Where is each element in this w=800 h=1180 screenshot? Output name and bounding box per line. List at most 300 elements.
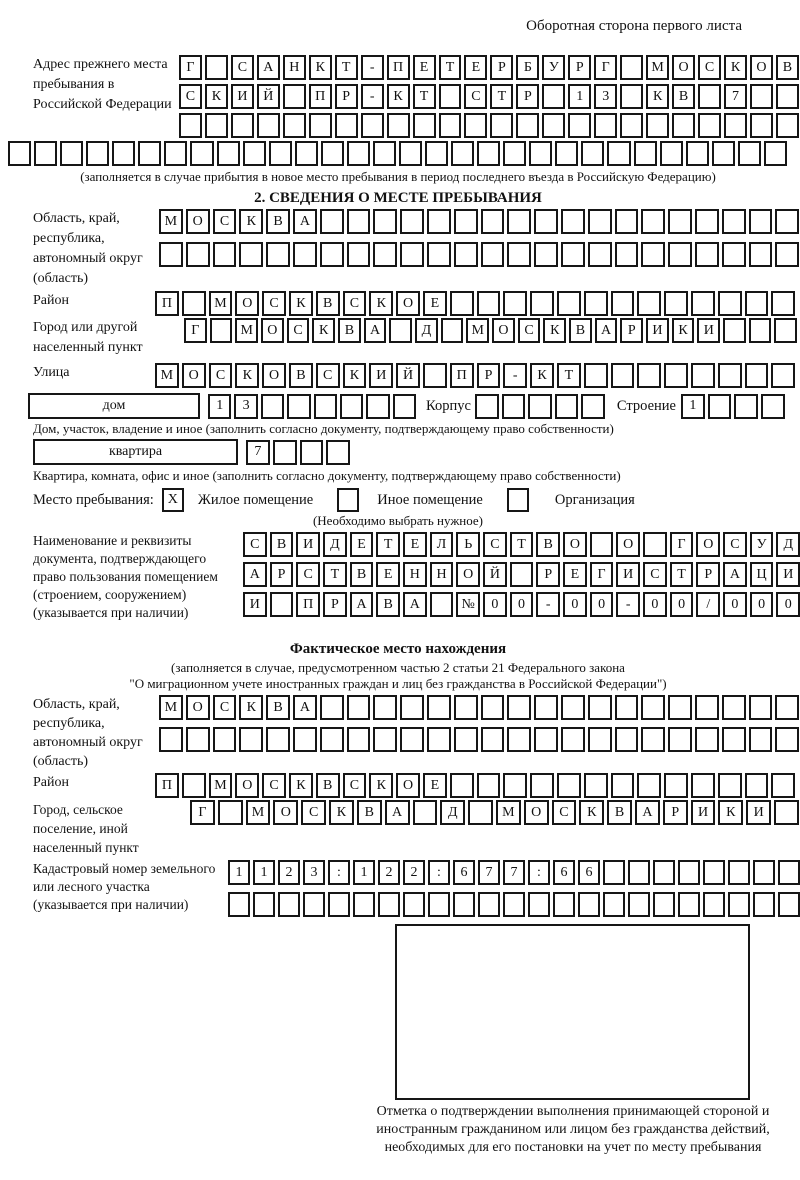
char-cell[interactable]	[314, 394, 337, 419]
char-cell[interactable]	[628, 892, 650, 917]
char-cell[interactable]: 2	[378, 860, 400, 885]
char-cell[interactable]: К	[343, 363, 367, 388]
char-cell[interactable]: Р	[620, 318, 643, 343]
char-cell[interactable]: В	[776, 55, 799, 80]
char-cell[interactable]	[320, 242, 344, 267]
char-cell[interactable]	[749, 242, 773, 267]
char-cell[interactable]: Е	[464, 55, 487, 80]
char-cell[interactable]	[239, 242, 263, 267]
char-cell[interactable]: К	[239, 209, 263, 234]
char-cell[interactable]	[611, 363, 635, 388]
char-cell[interactable]: Е	[563, 562, 587, 587]
char-cell[interactable]	[695, 209, 719, 234]
char-cell[interactable]: С	[262, 291, 286, 316]
char-cell[interactable]	[718, 363, 742, 388]
char-cell[interactable]	[668, 242, 692, 267]
char-cell[interactable]	[347, 209, 371, 234]
char-cell[interactable]: М	[246, 800, 271, 825]
char-cell[interactable]	[534, 695, 558, 720]
char-cell[interactable]: С	[209, 363, 233, 388]
char-cell[interactable]: -	[361, 84, 384, 109]
char-cell[interactable]: О	[456, 562, 480, 587]
char-cell[interactable]	[423, 363, 447, 388]
char-cell[interactable]	[266, 242, 290, 267]
char-cell[interactable]	[328, 892, 350, 917]
char-cell[interactable]: Е	[350, 532, 374, 557]
char-cell[interactable]	[555, 141, 578, 166]
char-cell[interactable]: 1	[228, 860, 250, 885]
char-cell[interactable]: 0	[590, 592, 614, 617]
char-cell[interactable]: С	[643, 562, 667, 587]
char-cell[interactable]	[660, 141, 683, 166]
char-cell[interactable]	[678, 860, 700, 885]
char-cell[interactable]	[530, 773, 554, 798]
char-cell[interactable]: Р	[568, 55, 591, 80]
char-cell[interactable]	[269, 141, 292, 166]
char-cell[interactable]: А	[243, 562, 267, 587]
char-cell[interactable]	[239, 727, 263, 752]
char-cell[interactable]: К	[387, 84, 410, 109]
char-cell[interactable]	[182, 291, 206, 316]
char-cell[interactable]	[454, 727, 478, 752]
char-cell[interactable]: П	[450, 363, 474, 388]
char-cell[interactable]: 1	[208, 394, 231, 419]
char-cell[interactable]	[637, 773, 661, 798]
char-cell[interactable]: Т	[510, 532, 534, 557]
char-cell[interactable]	[502, 394, 526, 419]
char-cell[interactable]	[698, 113, 721, 138]
char-cell[interactable]	[750, 113, 773, 138]
char-cell[interactable]	[361, 113, 384, 138]
char-cell[interactable]: К	[309, 55, 332, 80]
char-cell[interactable]	[159, 242, 183, 267]
char-cell[interactable]: М	[209, 773, 233, 798]
char-cell[interactable]	[507, 727, 531, 752]
char-cell[interactable]: С	[518, 318, 541, 343]
char-cell[interactable]	[664, 363, 688, 388]
char-cell[interactable]: В	[350, 562, 374, 587]
char-cell[interactable]	[400, 242, 424, 267]
char-cell[interactable]	[615, 695, 639, 720]
char-cell[interactable]	[776, 113, 799, 138]
char-cell[interactable]	[668, 209, 692, 234]
char-cell[interactable]	[205, 113, 228, 138]
char-cell[interactable]	[698, 84, 721, 109]
char-cell[interactable]	[347, 695, 371, 720]
char-cell[interactable]	[528, 394, 552, 419]
char-cell[interactable]	[257, 113, 280, 138]
char-cell[interactable]: Л	[430, 532, 454, 557]
char-cell[interactable]: 7	[724, 84, 747, 109]
char-cell[interactable]: О	[696, 532, 720, 557]
char-cell[interactable]: А	[635, 800, 660, 825]
char-cell[interactable]	[641, 242, 665, 267]
char-cell[interactable]: 0	[483, 592, 507, 617]
char-cell[interactable]	[293, 727, 317, 752]
char-cell[interactable]: П	[155, 291, 179, 316]
checkbox-zhiloe[interactable]: X	[162, 488, 184, 512]
char-cell[interactable]	[164, 141, 187, 166]
char-cell[interactable]	[611, 773, 635, 798]
char-cell[interactable]: С	[483, 532, 507, 557]
char-cell[interactable]: Й	[257, 84, 280, 109]
char-cell[interactable]	[615, 209, 639, 234]
char-cell[interactable]	[138, 141, 161, 166]
char-cell[interactable]	[568, 113, 591, 138]
char-cell[interactable]: С	[179, 84, 202, 109]
char-cell[interactable]	[507, 242, 531, 267]
char-cell[interactable]	[283, 113, 306, 138]
char-cell[interactable]: И	[369, 363, 393, 388]
char-cell[interactable]	[753, 860, 775, 885]
char-cell[interactable]	[477, 291, 501, 316]
char-cell[interactable]	[503, 141, 526, 166]
char-cell[interactable]	[403, 892, 425, 917]
char-cell[interactable]	[278, 892, 300, 917]
char-cell[interactable]	[534, 727, 558, 752]
char-cell[interactable]	[555, 394, 579, 419]
char-cell[interactable]: 0	[750, 592, 774, 617]
char-cell[interactable]	[205, 55, 228, 80]
char-cell[interactable]: А	[385, 800, 410, 825]
char-cell[interactable]: К	[543, 318, 566, 343]
char-cell[interactable]: Р	[696, 562, 720, 587]
char-cell[interactable]: А	[723, 562, 747, 587]
char-cell[interactable]	[672, 113, 695, 138]
char-cell[interactable]	[454, 695, 478, 720]
char-cell[interactable]: Й	[483, 562, 507, 587]
char-cell[interactable]	[454, 242, 478, 267]
char-cell[interactable]	[439, 113, 462, 138]
char-cell[interactable]: 1	[253, 860, 275, 885]
char-cell[interactable]: :	[328, 860, 350, 885]
char-cell[interactable]: А	[293, 695, 317, 720]
char-cell[interactable]	[373, 242, 397, 267]
char-cell[interactable]: 6	[453, 860, 475, 885]
char-cell[interactable]: К	[530, 363, 554, 388]
char-cell[interactable]: О	[182, 363, 206, 388]
char-cell[interactable]: А	[403, 592, 427, 617]
char-cell[interactable]	[653, 860, 675, 885]
char-cell[interactable]	[441, 318, 464, 343]
char-cell[interactable]: О	[563, 532, 587, 557]
char-cell[interactable]: 1	[681, 394, 705, 419]
char-cell[interactable]: Г	[190, 800, 215, 825]
char-cell[interactable]	[653, 892, 675, 917]
char-cell[interactable]: К	[579, 800, 604, 825]
char-cell[interactable]	[611, 291, 635, 316]
char-cell[interactable]: С	[296, 562, 320, 587]
char-cell[interactable]: В	[338, 318, 361, 343]
char-cell[interactable]: Т	[376, 532, 400, 557]
char-cell[interactable]	[664, 773, 688, 798]
char-cell[interactable]: Б	[516, 55, 539, 80]
char-cell[interactable]: 6	[578, 860, 600, 885]
char-cell[interactable]	[594, 113, 617, 138]
char-cell[interactable]	[507, 695, 531, 720]
char-cell[interactable]: К	[289, 773, 313, 798]
char-cell[interactable]: Е	[403, 532, 427, 557]
char-cell[interactable]: Р	[335, 84, 358, 109]
char-cell[interactable]	[253, 892, 275, 917]
char-cell[interactable]	[373, 695, 397, 720]
char-cell[interactable]	[775, 209, 799, 234]
char-cell[interactable]: -	[536, 592, 560, 617]
char-cell[interactable]: М	[646, 55, 669, 80]
char-cell[interactable]: К	[235, 363, 259, 388]
char-cell[interactable]	[761, 394, 785, 419]
char-cell[interactable]	[320, 727, 344, 752]
char-cell[interactable]: К	[239, 695, 263, 720]
char-cell[interactable]	[530, 291, 554, 316]
char-cell[interactable]: К	[369, 291, 393, 316]
char-cell[interactable]	[641, 727, 665, 752]
char-cell[interactable]: 1	[353, 860, 375, 885]
char-cell[interactable]: С	[343, 291, 367, 316]
char-cell[interactable]	[439, 84, 462, 109]
char-cell[interactable]	[668, 727, 692, 752]
char-cell[interactable]	[529, 141, 552, 166]
char-cell[interactable]: П	[309, 84, 332, 109]
char-cell[interactable]: И	[616, 562, 640, 587]
char-cell[interactable]	[588, 209, 612, 234]
char-cell[interactable]: В	[357, 800, 382, 825]
char-cell[interactable]: А	[364, 318, 387, 343]
char-cell[interactable]: Т	[335, 55, 358, 80]
char-cell[interactable]: К	[312, 318, 335, 343]
char-cell[interactable]: И	[776, 562, 800, 587]
char-cell[interactable]: С	[301, 800, 326, 825]
char-cell[interactable]	[475, 394, 499, 419]
char-cell[interactable]: Г	[184, 318, 207, 343]
char-cell[interactable]	[400, 727, 424, 752]
char-cell[interactable]	[389, 318, 412, 343]
char-cell[interactable]: К	[646, 84, 669, 109]
char-cell[interactable]	[283, 84, 306, 109]
char-cell[interactable]: Т	[557, 363, 581, 388]
char-cell[interactable]: В	[266, 695, 290, 720]
char-cell[interactable]: №	[456, 592, 480, 617]
char-cell[interactable]: С	[698, 55, 721, 80]
char-cell[interactable]	[243, 141, 266, 166]
char-cell[interactable]	[641, 695, 665, 720]
char-cell[interactable]	[503, 291, 527, 316]
char-cell[interactable]	[615, 242, 639, 267]
char-cell[interactable]: Д	[323, 532, 347, 557]
char-cell[interactable]	[703, 860, 725, 885]
char-cell[interactable]: К	[329, 800, 354, 825]
char-cell[interactable]: М	[159, 695, 183, 720]
char-cell[interactable]	[273, 440, 297, 465]
char-cell[interactable]: В	[569, 318, 592, 343]
char-cell[interactable]	[774, 800, 799, 825]
char-cell[interactable]: С	[723, 532, 747, 557]
char-cell[interactable]	[464, 113, 487, 138]
char-cell[interactable]	[481, 242, 505, 267]
char-cell[interactable]: Г	[179, 55, 202, 80]
char-cell[interactable]: С	[243, 532, 267, 557]
char-cell[interactable]	[557, 291, 581, 316]
char-cell[interactable]	[581, 394, 605, 419]
char-cell[interactable]	[775, 695, 799, 720]
char-cell[interactable]	[393, 394, 416, 419]
char-cell[interactable]	[309, 113, 332, 138]
char-cell[interactable]: И	[231, 84, 254, 109]
char-cell[interactable]	[179, 113, 202, 138]
char-cell[interactable]	[764, 141, 787, 166]
char-cell[interactable]	[542, 84, 565, 109]
char-cell[interactable]: И	[646, 318, 669, 343]
char-cell[interactable]: С	[464, 84, 487, 109]
char-cell[interactable]	[450, 291, 474, 316]
char-cell[interactable]	[427, 727, 451, 752]
char-cell[interactable]	[182, 773, 206, 798]
char-cell[interactable]	[427, 209, 451, 234]
char-cell[interactable]	[708, 394, 732, 419]
char-cell[interactable]: В	[316, 291, 340, 316]
char-cell[interactable]	[425, 141, 448, 166]
char-cell[interactable]	[217, 141, 240, 166]
char-cell[interactable]: 2	[278, 860, 300, 885]
char-cell[interactable]: В	[289, 363, 313, 388]
char-cell[interactable]: О	[396, 291, 420, 316]
char-cell[interactable]: -	[361, 55, 384, 80]
char-cell[interactable]: О	[261, 318, 284, 343]
char-cell[interactable]	[749, 727, 773, 752]
char-cell[interactable]	[503, 773, 527, 798]
char-cell[interactable]	[287, 394, 310, 419]
char-cell[interactable]	[584, 363, 608, 388]
char-cell[interactable]	[678, 892, 700, 917]
char-cell[interactable]	[584, 773, 608, 798]
char-cell[interactable]	[561, 242, 585, 267]
char-cell[interactable]	[300, 440, 324, 465]
char-cell[interactable]: 0	[776, 592, 800, 617]
char-cell[interactable]	[691, 363, 715, 388]
char-cell[interactable]: 7	[478, 860, 500, 885]
char-cell[interactable]	[738, 141, 761, 166]
char-cell[interactable]: О	[186, 695, 210, 720]
char-cell[interactable]: О	[672, 55, 695, 80]
char-cell[interactable]	[749, 318, 772, 343]
char-cell[interactable]	[628, 860, 650, 885]
char-cell[interactable]	[387, 113, 410, 138]
char-cell[interactable]	[478, 892, 500, 917]
char-cell[interactable]	[34, 141, 57, 166]
char-cell[interactable]: О	[186, 209, 210, 234]
char-cell[interactable]: Т	[323, 562, 347, 587]
char-cell[interactable]	[778, 860, 800, 885]
char-cell[interactable]: С	[231, 55, 254, 80]
char-cell[interactable]: О	[616, 532, 640, 557]
char-cell[interactable]: О	[273, 800, 298, 825]
char-cell[interactable]	[428, 892, 450, 917]
char-cell[interactable]	[718, 773, 742, 798]
char-cell[interactable]	[210, 318, 233, 343]
char-cell[interactable]: А	[595, 318, 618, 343]
char-cell[interactable]	[581, 141, 604, 166]
char-cell[interactable]	[712, 141, 735, 166]
char-cell[interactable]: И	[243, 592, 267, 617]
char-cell[interactable]: В	[672, 84, 695, 109]
char-cell[interactable]	[86, 141, 109, 166]
char-cell[interactable]	[373, 209, 397, 234]
char-cell[interactable]	[588, 727, 612, 752]
char-cell[interactable]	[347, 242, 371, 267]
char-cell[interactable]	[561, 695, 585, 720]
char-cell[interactable]: П	[387, 55, 410, 80]
char-cell[interactable]	[750, 84, 773, 109]
char-cell[interactable]	[507, 209, 531, 234]
char-cell[interactable]	[637, 363, 661, 388]
char-cell[interactable]	[734, 394, 758, 419]
char-cell[interactable]	[686, 141, 709, 166]
char-cell[interactable]	[774, 318, 797, 343]
char-cell[interactable]: Н	[430, 562, 454, 587]
char-cell[interactable]: :	[428, 860, 450, 885]
char-cell[interactable]	[637, 291, 661, 316]
char-cell[interactable]: 7	[246, 440, 270, 465]
char-cell[interactable]	[340, 394, 363, 419]
char-cell[interactable]: С	[343, 773, 367, 798]
char-cell[interactable]: Р	[490, 55, 513, 80]
char-cell[interactable]: Т	[670, 562, 694, 587]
char-cell[interactable]	[749, 695, 773, 720]
char-cell[interactable]	[607, 141, 630, 166]
char-cell[interactable]	[413, 113, 436, 138]
char-cell[interactable]: 3	[234, 394, 257, 419]
char-cell[interactable]: Г	[590, 562, 614, 587]
char-cell[interactable]: 0	[510, 592, 534, 617]
char-cell[interactable]	[588, 242, 612, 267]
char-cell[interactable]	[722, 727, 746, 752]
char-cell[interactable]	[373, 727, 397, 752]
char-cell[interactable]: У	[750, 532, 774, 557]
char-cell[interactable]	[775, 727, 799, 752]
char-cell[interactable]: 0	[563, 592, 587, 617]
char-cell[interactable]: Р	[663, 800, 688, 825]
char-cell[interactable]	[413, 800, 438, 825]
char-cell[interactable]	[703, 892, 725, 917]
checkbox-inoe[interactable]	[337, 488, 359, 512]
char-cell[interactable]: Й	[396, 363, 420, 388]
char-cell[interactable]	[303, 892, 325, 917]
char-cell[interactable]	[553, 892, 575, 917]
char-cell[interactable]: К	[718, 800, 743, 825]
char-cell[interactable]: О	[396, 773, 420, 798]
char-cell[interactable]: 0	[643, 592, 667, 617]
char-cell[interactable]: М	[209, 291, 233, 316]
char-cell[interactable]	[186, 727, 210, 752]
char-cell[interactable]	[753, 892, 775, 917]
char-cell[interactable]: У	[542, 55, 565, 80]
char-cell[interactable]: Т	[413, 84, 436, 109]
char-cell[interactable]	[695, 695, 719, 720]
char-cell[interactable]: В	[536, 532, 560, 557]
char-cell[interactable]: С	[316, 363, 340, 388]
char-cell[interactable]	[718, 291, 742, 316]
char-cell[interactable]	[771, 773, 795, 798]
char-cell[interactable]	[534, 209, 558, 234]
char-cell[interactable]	[190, 141, 213, 166]
char-cell[interactable]	[691, 773, 715, 798]
char-cell[interactable]	[557, 773, 581, 798]
char-cell[interactable]	[516, 113, 539, 138]
char-cell[interactable]	[228, 892, 250, 917]
char-cell[interactable]	[295, 141, 318, 166]
char-cell[interactable]	[771, 363, 795, 388]
char-cell[interactable]: Г	[670, 532, 694, 557]
